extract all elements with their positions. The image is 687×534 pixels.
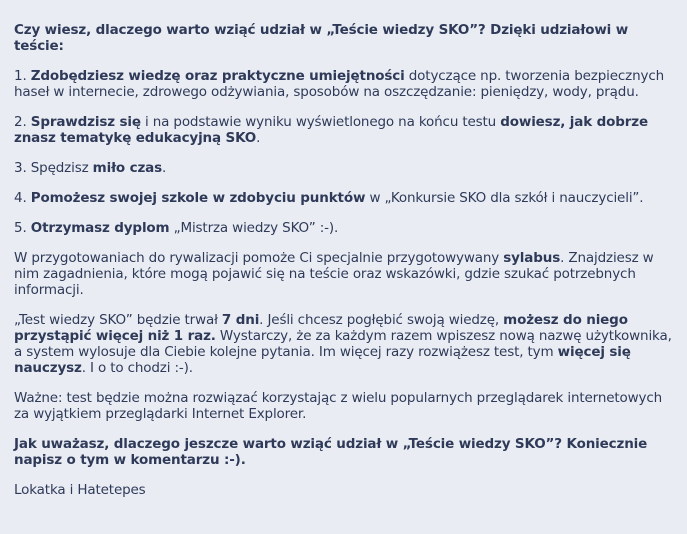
duration-text: „Test wiedzy SKO” będzie trwał xyxy=(14,312,222,328)
point-text: dotyczące np. tworzenia bezpiecznych haseł w internecie, zdrowego odżywiania, sposobów na oszczędzanie: pieniędzy, wody, prądu. xyxy=(14,68,665,100)
syllabus-link-text: sylabus xyxy=(503,250,561,266)
point-number: 2. xyxy=(14,114,27,130)
point-number: 4. xyxy=(14,190,27,206)
point-bold: Zdobędziesz wiedzę oraz praktyczne umiejętności xyxy=(30,68,405,84)
point-text: Spędzisz xyxy=(30,160,93,176)
point-text: i na podstawie wyniku wyświetlonego na końcu testu xyxy=(140,114,501,130)
point-3 xyxy=(14,160,677,176)
duration-bold: 7 dni xyxy=(221,312,260,328)
point-text: . xyxy=(162,160,167,176)
point-number: 5. xyxy=(14,220,27,236)
point-number: 1. xyxy=(14,68,27,84)
syllabus-text: W przygotowaniach do rywalizacji pomoże Ci specjalnie przygotowywany xyxy=(14,250,504,266)
point-number: 3. xyxy=(14,160,27,176)
point-text: w „Konkursie SKO dla szkół i nauczycieli”. xyxy=(365,190,644,206)
syllabus-text: . Znajdziesz w nim zagadnienia, które mogą pojawić się na teście oraz wskazówki, gdzie szukać potrzebnych informacji. xyxy=(14,250,654,298)
point-bold: Pomożesz swojej szkole w zdobyciu punktów xyxy=(30,190,366,206)
point-bold: dowiesz, jak dobrze znasz tematykę edukacyjną SKO xyxy=(14,114,648,146)
duration-paragraph xyxy=(14,312,677,376)
syllabus-paragraph xyxy=(14,250,677,298)
duration-bold: możesz do niego przystąpić więcej niż 1 raz. xyxy=(14,312,628,344)
point-4 xyxy=(14,190,677,206)
point-bold: miło czas xyxy=(92,160,163,176)
signature: Lokatka i Hatetepes xyxy=(14,482,146,498)
duration-text: Wystarczy, że za każdym razem wpiszesz nową nazwę użytkownika, a system wylosuje dla Ciebie kolejne pytania. Im więcej razy rozwiążesz test, tym xyxy=(14,328,672,360)
duration-text: . I o to chodzi :-). xyxy=(81,360,193,376)
duration-bold: więcej się nauczysz xyxy=(14,344,631,376)
point-text: . xyxy=(256,130,261,146)
point-5 xyxy=(14,220,677,236)
closing-question: Jak uważasz, dlaczego jeszcze warto wziąć udział w „Teście wiedzy SKO”? Koniecznie napisz o tym w komentarzu :-). xyxy=(14,436,648,468)
point-1 xyxy=(14,68,677,100)
important-note: Ważne: test będzie można rozwiązać korzystając z wielu popularnych przeglądarek internetowych za wyjątkiem przeglądarki Internet Explorer. xyxy=(14,390,663,422)
point-bold: Otrzymasz dyplom xyxy=(30,220,170,236)
point-bold: Sprawdzisz się xyxy=(30,114,141,130)
intro-heading: Czy wiesz, dlaczego warto wziąć udział w „Teście wiedzy SKO”? Dzięki udziałowi w teście: xyxy=(14,22,629,54)
point-2 xyxy=(14,114,677,146)
duration-text: . Jeśli chcesz pogłębić swoją wiedzę, xyxy=(259,312,504,328)
point-text: „Mistrza wiedzy SKO” :-). xyxy=(169,220,339,236)
